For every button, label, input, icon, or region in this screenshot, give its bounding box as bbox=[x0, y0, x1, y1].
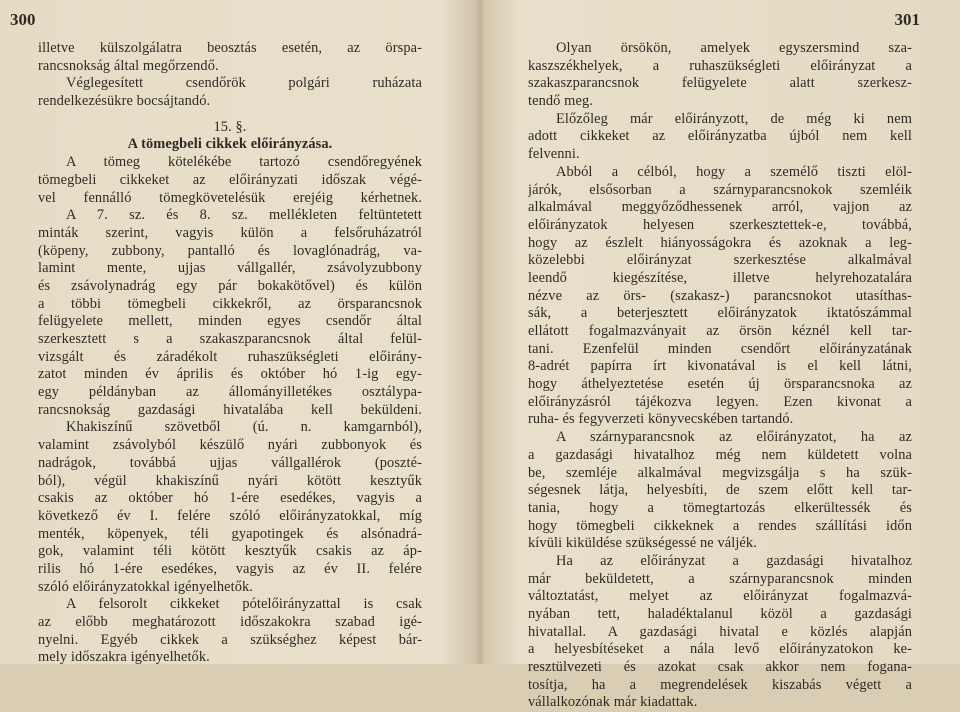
text-line: ból), végül khakiszínű nyári kötött kesztyűk bbox=[38, 472, 422, 489]
text-line: vel fennálló tömegkövetelésük erejéig kérhetnek. bbox=[38, 189, 422, 206]
text-line: kaszszékhelyek, a ruhaszükségleti előirányzat a bbox=[528, 57, 912, 74]
text-line: szerkesztett s a szakaszparancsnok által felül- bbox=[38, 331, 422, 347]
text-line: rendelkezésükre bocsájtandó. bbox=[38, 93, 211, 110]
paragraph-first-line: A szárnyparancsnok az előirányzatot, ha az bbox=[556, 429, 912, 446]
text-line: szóló előirányzatokkal igényelhetők. bbox=[38, 578, 253, 595]
text-line: előirányzásról tájékozva legyen. Ezen kivonat a bbox=[528, 393, 912, 410]
text-line: mely időszakra igényelhetők. bbox=[38, 649, 210, 666]
section-heading: A tömegbeli cikkek előirányzása. bbox=[127, 136, 333, 153]
right-page bbox=[482, 0, 960, 711]
paragraph-first-line: Olyan örsökön, amelyek egyszersmind sza- bbox=[556, 40, 912, 56]
text-line: menték, köpenyek, téli gyapotingek és alsónadrá- bbox=[38, 525, 422, 542]
page-number: 301 bbox=[894, 10, 920, 29]
text-line: alkalmával meggyőződhessenek arról, vajjon az bbox=[528, 199, 912, 216]
text-line: nyelni. Egyéb cikkek a szükséghez képest bár- bbox=[38, 631, 422, 648]
text-line: előirányzatok helyesen szerkesztettek-e, továbbá, bbox=[528, 216, 912, 233]
text-line: felvenni. bbox=[528, 146, 580, 163]
text-line: hogy az észlelt hiányosságokra és azoknak a leg- bbox=[528, 234, 912, 251]
text-line: egy példányban az állományilletékes osztálypa- bbox=[38, 384, 422, 401]
left-page bbox=[0, 0, 478, 664]
text-line: be, szemléje alkalmával megvizsgálja s ha szük- bbox=[528, 464, 912, 481]
text-line: vállalkozónak már kiadattak. bbox=[528, 694, 698, 711]
text-line: tendő meg. bbox=[528, 93, 593, 110]
page-text-block bbox=[38, 40, 422, 667]
paragraph-first-line: Előzőleg már előirányzott, de még ki nem bbox=[556, 110, 912, 127]
text-line: minták szerint, vagyis külön a felsőruházatról bbox=[38, 224, 422, 241]
text-line: tani. Ezenfelül minden csendőrt előirányzatának bbox=[528, 340, 912, 357]
text-line: hogy tömegbeli cikkeknek a rendes szállítási időn bbox=[528, 517, 912, 534]
text-line: a többi tömegbeli cikkekről, az örsparancsnok bbox=[38, 295, 422, 312]
paragraph-first-line: Ha az előirányzat a gazdasági hivatalhoz bbox=[556, 552, 912, 569]
text-line: valamint zsávolyból készülő nyári zubbonyok és bbox=[38, 437, 422, 454]
text-line: tömegbeli cikkeket az előirányzati időszak végé- bbox=[38, 171, 422, 188]
page-text-block bbox=[528, 40, 912, 712]
text-line: ellátott fogalmazványait az örsön kéznél kell tar- bbox=[528, 323, 912, 339]
text-line: illetve külszolgálatra beosztás esetén, az örspa- bbox=[38, 40, 422, 56]
text-line: és zsávolynadrág egy pár bokakötővel) és külön bbox=[38, 277, 422, 294]
text-line: rancsnokság által megőrzendő. bbox=[38, 57, 219, 74]
text-line: gok, valamint téli kötött kesztyűk csakis az áp- bbox=[38, 543, 422, 560]
text-line: vizsgált és záradékolt ruhaszükségleti előirány- bbox=[38, 348, 422, 365]
text-line: változtatást, melyet az előirányzat fogalmazvá- bbox=[528, 588, 912, 605]
text-line: nyában tett, haladéktalanul közöl a gazdasági bbox=[528, 606, 912, 622]
paragraph-first-line: A 7. sz. és 8. sz. mellékleten feltüntetett bbox=[66, 207, 422, 224]
text-line: ségesnek látja, helyesbíti, de szem előtt kell tar- bbox=[528, 482, 912, 499]
text-line: tosítja, ha a megrendelések kiszabás végett a bbox=[528, 676, 912, 693]
paragraph-first-line: A tömeg kötelékébe tartozó csendőregyének bbox=[66, 154, 422, 171]
text-line: tania, hogy a tömegtartozás elkerültessék és bbox=[528, 499, 912, 516]
text-line: következő év I. felére szóló előirányzatokkal, míg bbox=[38, 507, 422, 524]
text-line: a gazdasági hivatalhoz még nem küldetett volna bbox=[528, 446, 912, 463]
text-line: kívüli kiküldése szükségessé ne váljék. bbox=[528, 535, 757, 552]
text-line: a helyesbítéseket a nála levő előirányzatokon ke- bbox=[528, 641, 912, 658]
text-line: felügyelete mellett, minden egyes csendőr által bbox=[38, 313, 422, 330]
text-line: hogy áthelyeztetése esetén új örsparancsnoka az bbox=[528, 376, 912, 393]
text-line: zatot minden év április és október hó 1-ig egy- bbox=[38, 366, 422, 383]
text-line: hivatallal. A gazdasági hivatal e közlés alapján bbox=[528, 623, 912, 640]
paragraph-first-line: Véglegesített csendőrök polgári ruházata bbox=[66, 75, 422, 92]
text-line: sák, a beterjesztett előirányzatok iktatószámmal bbox=[528, 305, 912, 322]
text-line: (köpeny, zubbony, pantalló és lovaglónadrág, va- bbox=[38, 242, 422, 259]
text-line: csakis az október hó 1-ére esedékes, vagyis a bbox=[38, 490, 422, 507]
text-line: adott cikkeket az előirányzatba újból nem kell bbox=[528, 128, 912, 145]
text-line: rancsnokság gazdasági hivatalába kell beküldeni. bbox=[38, 401, 422, 418]
text-line: nézve az örs- (szakasz-) parancsnokot utasíthas- bbox=[528, 287, 912, 304]
text-line: leendő kiegészítése, illetve helyrehozatalára bbox=[528, 269, 912, 286]
text-line: már beküldetett, a szárnyparancsnok minden bbox=[528, 570, 912, 587]
text-line: 8-adrét papírra írt kivonatával is el kell látni, bbox=[528, 358, 912, 375]
text-line: lamint mente, ujjas vállgallér, zsávolyzubbony bbox=[38, 260, 422, 277]
text-line: ruha- és fegyverzeti könyvecskében tartandó. bbox=[528, 411, 794, 428]
text-line: resztülvezeti és azokat csak akkor nem fogana- bbox=[528, 659, 912, 676]
paragraph-first-line: A felsorolt cikkeket pótelőirányzattal is csak bbox=[66, 596, 422, 613]
section-number: 15. §. bbox=[213, 118, 247, 135]
paragraph-first-line: Khakiszínű szövetből (ú. n. kamgarnból), bbox=[66, 419, 422, 436]
paragraph-gap bbox=[38, 111, 422, 119]
paragraph-first-line: Abból a célból, hogy a személő tiszti elöl- bbox=[556, 163, 912, 180]
text-line: közelebbi előirányzat szerkesztése alkalmával bbox=[528, 252, 912, 269]
text-line: nadrágok, továbbá ujjas vállgallérok (poszté- bbox=[38, 454, 422, 471]
text-line: járók, elsősorban a szárnyparancsnokok szemléik bbox=[528, 181, 912, 198]
text-line: szakaszparancsnok felügyelete alatt szerkesz- bbox=[528, 75, 912, 92]
page-number: 300 bbox=[10, 10, 36, 29]
text-line: rilis hó 1-ére esedékes, vagyis az év II. felére bbox=[38, 560, 422, 577]
text-line: az előbb meghatározott időszakokra szabad igé- bbox=[38, 614, 422, 630]
